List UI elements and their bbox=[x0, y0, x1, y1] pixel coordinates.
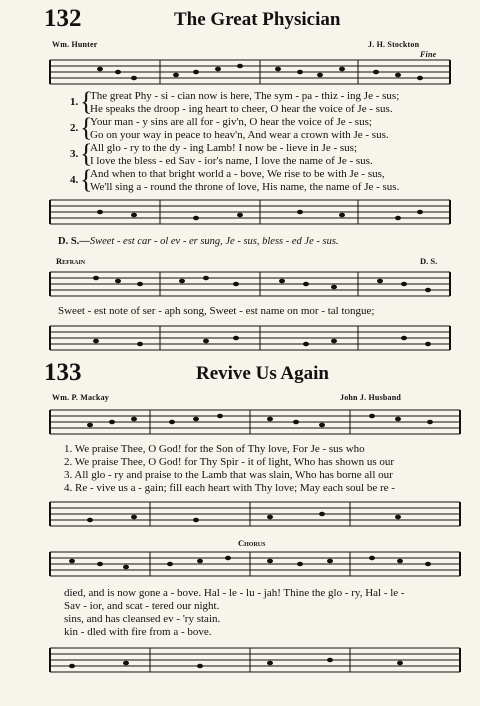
ds-mark: D. S. bbox=[420, 256, 438, 266]
chorus-lyric: kin - dled with fire from a - bove. bbox=[64, 626, 212, 638]
treble-staff bbox=[0, 406, 480, 440]
lyric-line: 4. Re - vive us a - gain; fill each heart with Thy love; May each soul be re - bbox=[64, 482, 395, 494]
hymn-title: The Great Physician bbox=[174, 9, 341, 30]
chorus-lyric: died, and is now gone a - bove. Hal - le - lu - jah! Thine the glo - ry, Hal - le - bbox=[64, 587, 405, 599]
hymn-title: Revive Us Again bbox=[196, 363, 329, 384]
lyric-line: And when to that bright world a - bove, We rise to be with Je - sus, bbox=[90, 168, 385, 180]
refrain-label: Refrain bbox=[56, 256, 86, 266]
words-credit: Wm. P. Mackay bbox=[52, 393, 109, 402]
refrain-treble-staff bbox=[0, 268, 480, 302]
brace: { bbox=[80, 165, 93, 194]
lyric-line: He speaks the droop - ing heart to cheer, O hear the voice of Je - sus. bbox=[90, 103, 393, 115]
verse-number: 4. bbox=[70, 174, 79, 186]
music-credit: J. H. Stockton bbox=[368, 40, 420, 49]
lyric-line: 1. We praise Thee, O God! for the Son of Thy love, For Je - sus who bbox=[64, 443, 365, 455]
chorus-bass-staff bbox=[0, 644, 480, 678]
verse-number: 2. bbox=[70, 122, 79, 134]
ds-lyric: D. S.—Sweet - est car - ol ev - er sung, Je - sus, bless - ed Je - sus. bbox=[58, 236, 339, 247]
brace: { bbox=[80, 87, 93, 116]
lyric-line: Go on your way in peace to heav'n, And wear a crown with Je - sus. bbox=[90, 129, 389, 141]
verse-number: 3. bbox=[70, 148, 79, 160]
lyric-line: 2. We praise Thee, O God! for Thy Spir - it of light, Who has shown us our bbox=[64, 456, 395, 468]
lyric-line: All glo - ry to the dy - ing Lamb! I now be - lieve in Je - sus; bbox=[90, 142, 358, 154]
chorus-treble-staff bbox=[0, 548, 480, 582]
bass-staff bbox=[0, 196, 480, 230]
lyric-line: I love the bless - ed Sav - ior's name, I love the name of Je - sus. bbox=[90, 155, 373, 167]
verse-number: 1. bbox=[70, 96, 79, 108]
chorus-lyric: Sav - ior, and scat - tered our night. bbox=[64, 600, 220, 612]
hymn-number: 132 bbox=[44, 5, 82, 32]
refrain-bass-staff bbox=[0, 322, 480, 356]
brace: { bbox=[80, 113, 93, 142]
chorus-lyric: sins, and has cleansed ev - 'ry stain. bbox=[64, 613, 221, 625]
lyric-line: We'll sing a - round the throne of love, His name, the name of Je - sus. bbox=[90, 181, 400, 193]
refrain-lyric: Sweet - est note of ser - aph song, Sweet - est name on mor - tal tongue; bbox=[58, 305, 375, 317]
brace: { bbox=[80, 139, 93, 168]
treble-staff bbox=[0, 56, 480, 90]
hymn-number: 133 bbox=[44, 359, 82, 386]
lyric-line: The great Phy - si - cian now is here, The sym - pa - thiz - ing Je - sus; bbox=[90, 90, 400, 102]
words-credit: Wm. Hunter bbox=[52, 40, 98, 49]
fine-mark: Fine bbox=[420, 50, 437, 59]
chorus-label: Chorus bbox=[238, 538, 266, 548]
bass-staff bbox=[0, 498, 480, 532]
music-credit: John J. Husband bbox=[340, 393, 402, 402]
lyric-line: Your man - y sins are all for - giv'n, O hear the voice of Je - sus; bbox=[90, 116, 372, 128]
lyric-line: 3. All glo - ry and praise to the Lamb that was slain, Who has borne all our bbox=[64, 469, 393, 481]
